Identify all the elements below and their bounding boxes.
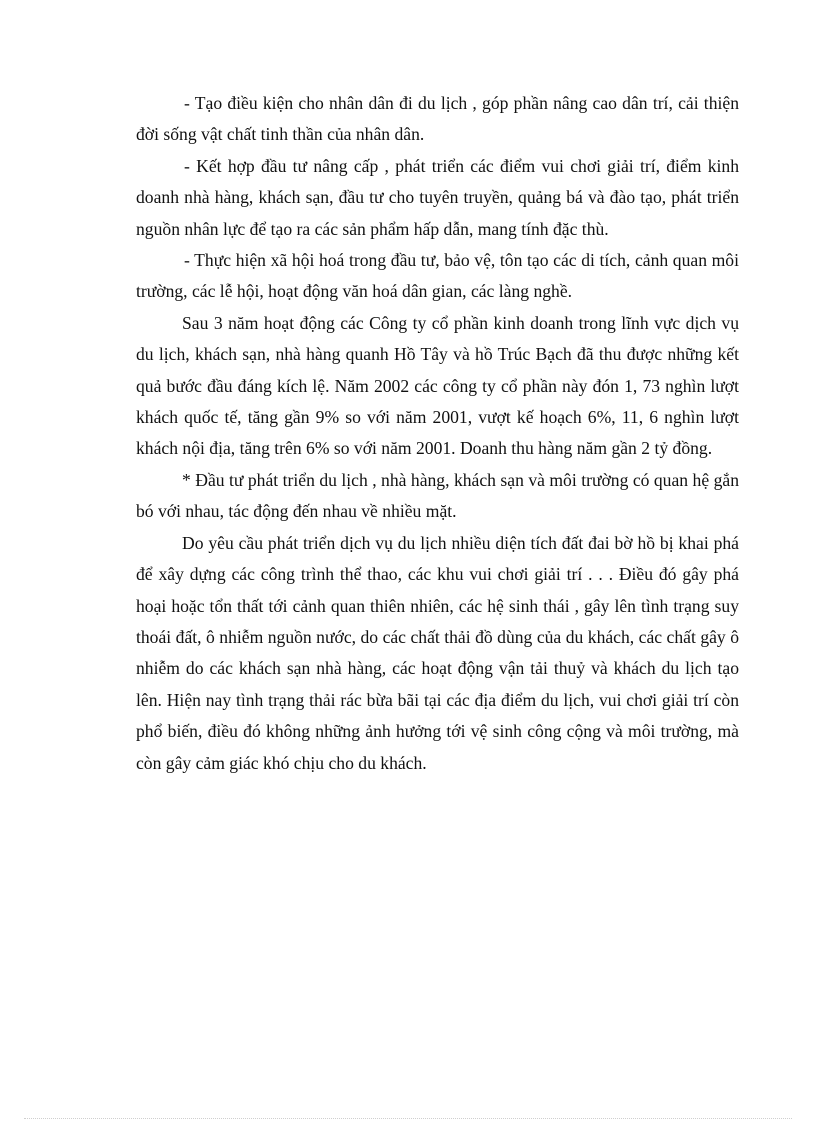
document-body: [136, 88, 739, 779]
paragraph-relationship: * Đầu tư phát triển du lịch , nhà hàng, khách sạn và môi trường có quan hệ gắn bó với nhau, tác động đến nhau về nhiều mặt.: [136, 469, 739, 522]
paragraph-bullet-tourism-conditions: - Tạo điều kiện cho nhân dân đi du lịch , góp phần nâng cao dân trí, cải thiện đời sống vật chất tinh thần của nhân dân.: [136, 93, 739, 145]
paragraph-bullet-socialization: - Thực hiện xã hội hoá trong đầu tư, bảo vệ, tôn tạo các di tích, cảnh quan môi trường, các lễ hội, hoạt động văn hoá dân gian, các làng nghề.: [136, 250, 739, 302]
page-bottom-rule: [24, 1118, 792, 1119]
paragraph-bullet-investment-upgrade: - Kết hợp đầu tư nâng cấp , phát triển các điểm vui chơi giải trí, điểm kinh doanh nhà hàng, khách sạn, đầu tư cho tuyên truyền, quảng bá và đào tạo, phát triển nguồn nhân lực để tạo ra các sản phẩm hấp dẫn, mang tính đặc thù.: [136, 155, 739, 239]
paragraph-results: Sau 3 năm hoạt động các Công ty cổ phần kinh doanh trong lĩnh vực dịch vụ du lịch, khách sạn, nhà hàng quanh Hồ Tây và hồ Trúc Bạch đã thu được những kết quả bước đầu đáng kích lệ. Năm 2002 các công ty cổ phần này đón 1, 73 nghìn lượt khách quốc tế, tăng gần 9% so với năm 2001, vượt kế hoạch 6%, 11, 6 nghìn lượt khách nội địa, tăng trên 6% so với năm 2001. Doanh thu hàng năm gần 2 tỷ đồng.: [136, 312, 739, 459]
paragraph-environment-impact: Do yêu cầu phát triển dịch vụ du lịch nhiều diện tích đất đai bờ hồ bị khai phá để xây dựng các công trình thể thao, các khu vui chơi giải trí . . . Điều đó gây phá hoại hoặc tổn thất tới cảnh quan thiên nhiên, các hệ sinh thái , gây lên tình trạng suy thoái đất, ô nhiễm nguồn nước, do các chất thải đồ dùng của du khách, các chất gây ô nhiễm do các khách sạn nhà hàng, các hoạt động vận tải thuỷ và khách du lịch tạo lên. Hiện nay tình trạng thải rác bừa bãi tại các địa điểm du lịch, vui chơi giải trí còn phổ biến, điều đó không những ảnh hưởng tới vệ sinh công cộng và môi trường, mà còn gây cảm giác khó chịu cho du khách.: [136, 532, 739, 773]
